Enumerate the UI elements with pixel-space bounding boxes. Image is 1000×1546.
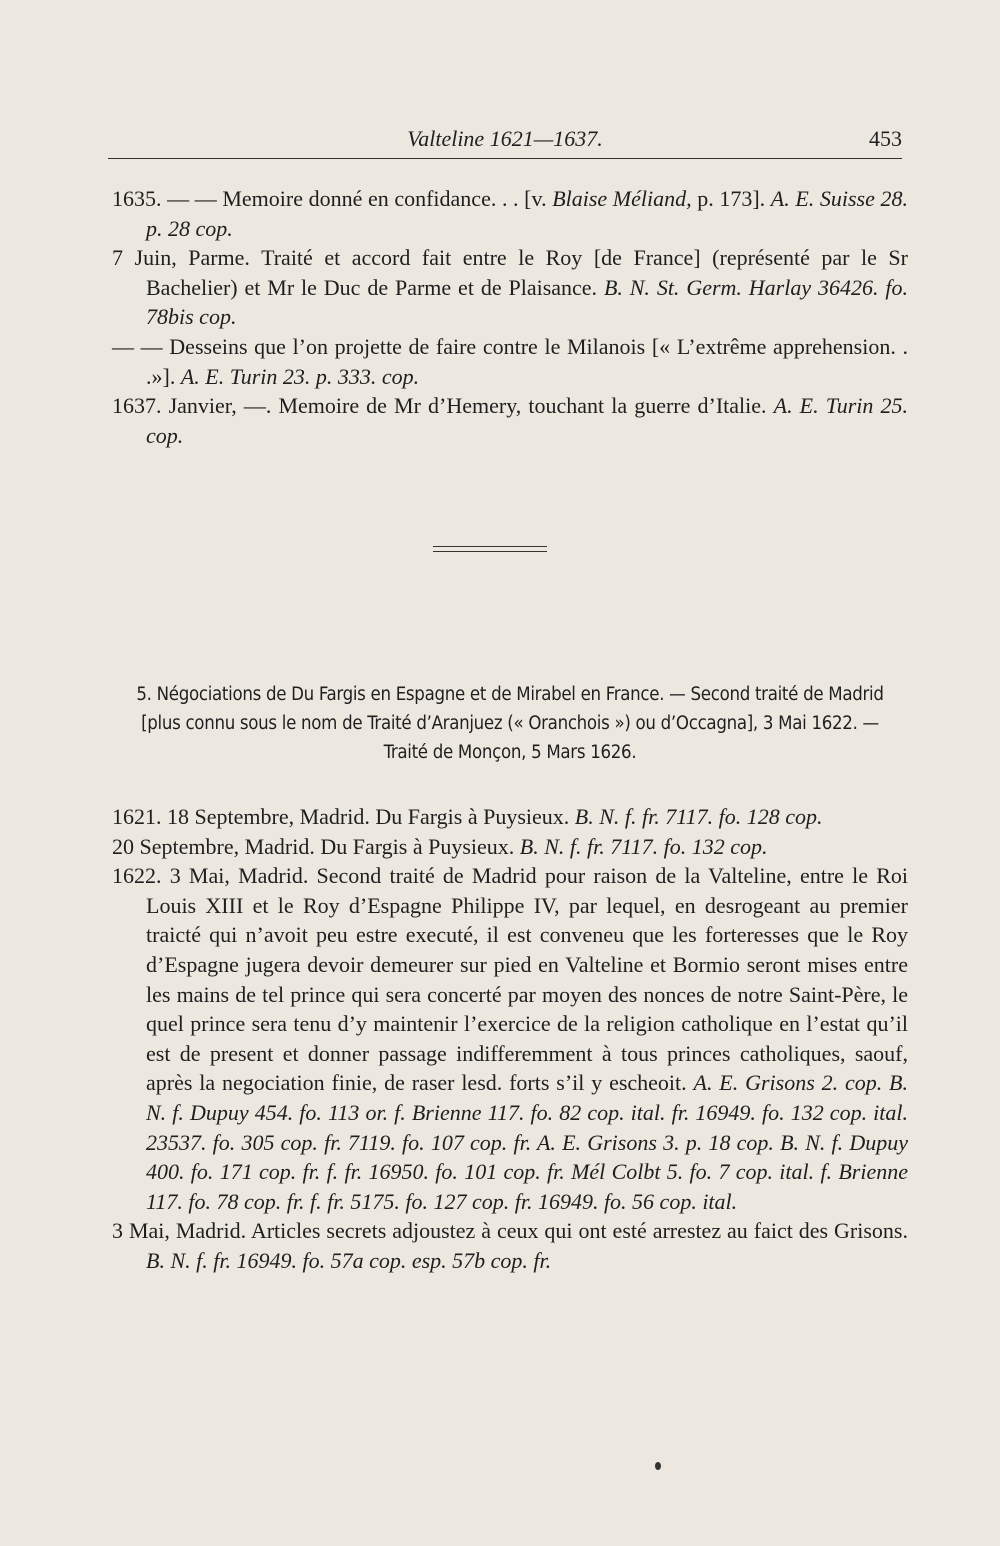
source-reference: B. N. St. Germ. Harlay 36426. fo. 78bis cop. — [146, 274, 909, 330]
ink-mark — [655, 1462, 661, 1470]
entry: 3 Mai, Madrid. Articles secrets adjoustez à ceux qui ont esté arrestez au faict des Grisons. B. N. f. fr. 16949. fo. 57a cop. esp. 57b cop. fr. — [112, 1218, 908, 1273]
source-reference: A. E. Suisse 28. p. 28 cop. — [146, 186, 908, 241]
source-reference: B. N. f. fr. 7117. fo. 128 cop. — [574, 804, 823, 829]
entry: 20 Septembre, Madrid. Du Fargis à Puysieux. B. N. f. fr. 7117. fo. 132 cop. — [112, 833, 768, 859]
entry: 1635. — — Memoire donné en confidance. . . [v. Blaise Méliand, p. 173]. A. E. Suisse 28. p. 28 cop. — [112, 186, 908, 241]
running-header — [108, 122, 902, 159]
entry: — — Desseins que l’on projette de faire contre le Milanois [« L’extrême apprehension. . .»]. A. E. Turin 23. p. 333. cop. — [112, 333, 908, 389]
entry: 7 Juin, Parme. Traité et accord fait entre le Roy [de France] (représenté par le Sr Bachelier) et Mr le Duc de Parme et de Plaisance. B. N. St. Germ. Harlay 36426. fo. 78bis cop. — [112, 245, 909, 330]
entries-top — [112, 184, 908, 450]
section-heading: 5. Négociations de Du Fargis en Espagne et de Mirabel en France. — Second traité de Madrid [plus connu sous le nom de Traité d’Aranjuez (« Oranchois ») ou d’Occagna], 3 Mai 1622. — Traité de Monçon, 5 Mars 1626. — [136, 684, 884, 763]
page-number: 453 — [869, 126, 902, 151]
running-title: Valteline 1621—1637. — [407, 126, 603, 151]
source-reference: B. N. f. fr. 7117. fo. 132 cop. — [519, 833, 768, 859]
source-reference: A. E. Turin 25. cop. — [146, 393, 908, 448]
source-reference: B. N. f. fr. 16949. fo. 57a cop. esp. 57b cop. fr. — [146, 1247, 552, 1273]
entry: 1621. 18 Septembre, Madrid. Du Fargis à Puysieux. B. N. f. fr. 7117. fo. 128 cop. — [112, 804, 823, 829]
source-reference: A. E. Turin 23. p. 333. cop. — [180, 363, 420, 389]
source-reference: A. E. Grisons 2. cop. B. N. f. Dupuy 454. fo. 113 or. f. Brienne 117. fo. 82 cop. ital. fr. 16949. fo. 132 cop. ital. 23537. fo. 305 cop. fr. 7119. fo. 107 cop. fr. A. E. Grisons 3. p. 18 cop. B. N. f. Dupuy 400. fo. 171 cop. fr. f. fr. 16950. fo. 101 cop. fr. Mél Colbt 5. fo. 7 cop. ital. f. Brienne 117. fo. 78 cop. fr. f. fr. 5175. fo. 127 cop. fr. 16949. fo. 56 cop. ital. — [146, 1070, 908, 1214]
entry: 1637. Janvier, —. Memoire de Mr d’Hemery, touchant la guerre d’Italie. A. E. Turin 25. cop. — [112, 393, 908, 448]
entries-bottom — [112, 802, 908, 1276]
entry: 1622. 3 Mai, Madrid. Second traité de Madrid pour raison de la Valteline, entre le Roi Louis XIII et le Roy d’Espagne Philippe IV, par lequel, en desrogeant au premier traicté qui n’avoit peu estre executé, il est conveneu que les forteresses que le Roy d’Espagne jugera devoir demeurer sur pied en Valteline et Bormio seront mises entre les mains de tel prince qui sera concerté par moyen des nonces de notre Saint-Père, le quel prince sera tenu d’y maintenir l’exercice de la religion catholique en l’estat qu’il est de present et donner passage indifferemment à tous princes catholiques, saouf, après la negociation finie, de raser lesd. forts s’il y escheoit. A. E. Grisons 2. cop. B. N. f. Dupuy 454. fo. 113 or. f. Brienne 117. fo. 82 cop. ital. fr. 16949. fo. 132 cop. ital. 23537. fo. 305 cop. fr. 7119. fo. 107 cop. fr. A. E. Grisons 3. p. 18 cop. B. N. f. Dupuy 400. fo. 171 cop. fr. f. fr. 16950. fo. 101 cop. fr. Mél Colbt 5. fo. 7 cop. ital. f. Brienne 117. fo. 78 cop. fr. f. fr. 5175. fo. 127 cop. fr. 16949. fo. 56 cop. ital. — [112, 863, 908, 1214]
section-separator — [433, 546, 547, 552]
